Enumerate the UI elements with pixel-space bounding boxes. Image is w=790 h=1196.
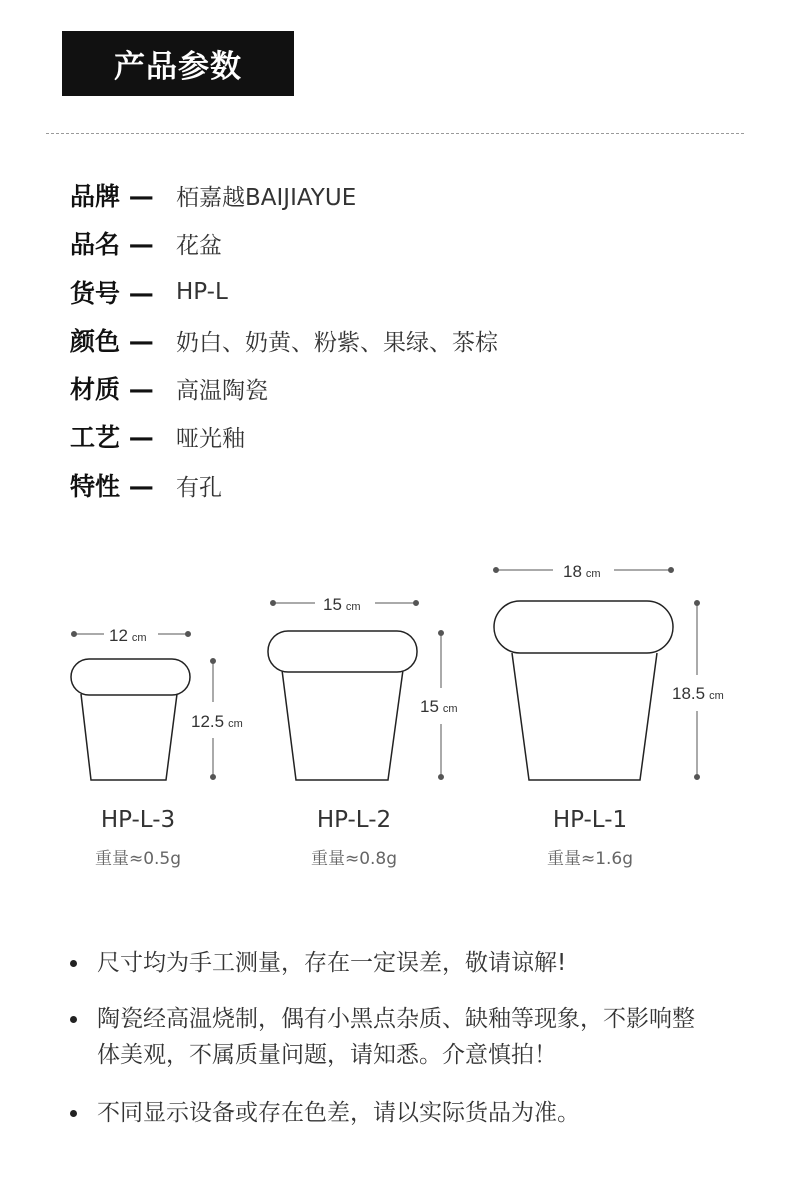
pot-small-width-label: 12 cm — [109, 626, 147, 645]
bullet-icon — [70, 1095, 97, 1131]
pot-model-name: HP-L-3 — [100, 807, 176, 833]
pot-large-body — [512, 653, 657, 780]
pot-large-height-label: 18.5 cm — [672, 684, 724, 703]
pot-small-rim — [71, 659, 190, 695]
pot-medium-height-label: 15 cm — [420, 697, 458, 716]
pot-medium-body — [282, 670, 403, 780]
note-text: 不同显示设备或存在色差，请以实际货品为准。 — [97, 1100, 580, 1126]
spec-value: HP-L — [176, 279, 228, 305]
pot-medium-width-dim — [271, 601, 419, 606]
pot-small-body — [81, 694, 177, 780]
spec-label: 颜色 — — [70, 327, 154, 356]
note-item — [70, 1095, 717, 1131]
pot-medium-rim — [268, 631, 417, 672]
pot-large-rim — [494, 601, 673, 653]
pot-medium-outline — [268, 631, 417, 780]
pot-small-height-label: 12.5 cm — [191, 712, 243, 731]
pot-weight: 重量≈0.5g — [94, 849, 182, 869]
pot-small-outline — [71, 659, 190, 780]
spec-label: 特性 — — [70, 472, 154, 501]
note-item — [70, 1001, 717, 1073]
spec-label: 工艺 — — [70, 423, 154, 452]
pot-model-name: HP-L-1 — [552, 807, 628, 833]
spec-value: 哑光釉 — [176, 425, 245, 452]
note-text: 陶瓷经高温烧制，偶有小黑点杂质、缺釉等现象，不影响整体美观，不属质量问题，请知悉。介意慎拍！ — [97, 1006, 695, 1068]
note-text: 尺寸均为手工测量，存在一定误差，敬请谅解! — [97, 950, 567, 976]
pot-large-width-dim — [494, 568, 674, 573]
pot-large-outline — [494, 601, 673, 780]
spec-label: 材质 — — [70, 375, 154, 404]
pot-weight: 重量≈1.6g — [546, 849, 634, 869]
spec-label: 品名 — — [70, 230, 154, 259]
spec-value: 奶白、奶黄、粉紫、果绿、茶棕 — [176, 329, 498, 356]
spec-value: 栢嘉越BAIJIAYUE — [176, 184, 357, 211]
spec-label: 货号 — — [70, 279, 154, 308]
section-title: 产品参数 — [62, 31, 294, 96]
pot-weight: 重量≈0.8g — [310, 849, 398, 869]
bullet-icon — [70, 945, 97, 981]
pot-medium-width-label: 15 cm — [323, 595, 361, 614]
spec-label: 品牌 — — [70, 182, 154, 211]
pot-model-name: HP-L-2 — [316, 807, 392, 833]
spec-value: 花盆 — [176, 232, 222, 259]
spec-value: 有孔 — [176, 474, 222, 501]
spec-value: 高温陶瓷 — [176, 377, 268, 404]
note-item — [70, 945, 717, 981]
bullet-icon — [70, 1001, 97, 1073]
pot-large-width-label: 18 cm — [563, 562, 601, 581]
